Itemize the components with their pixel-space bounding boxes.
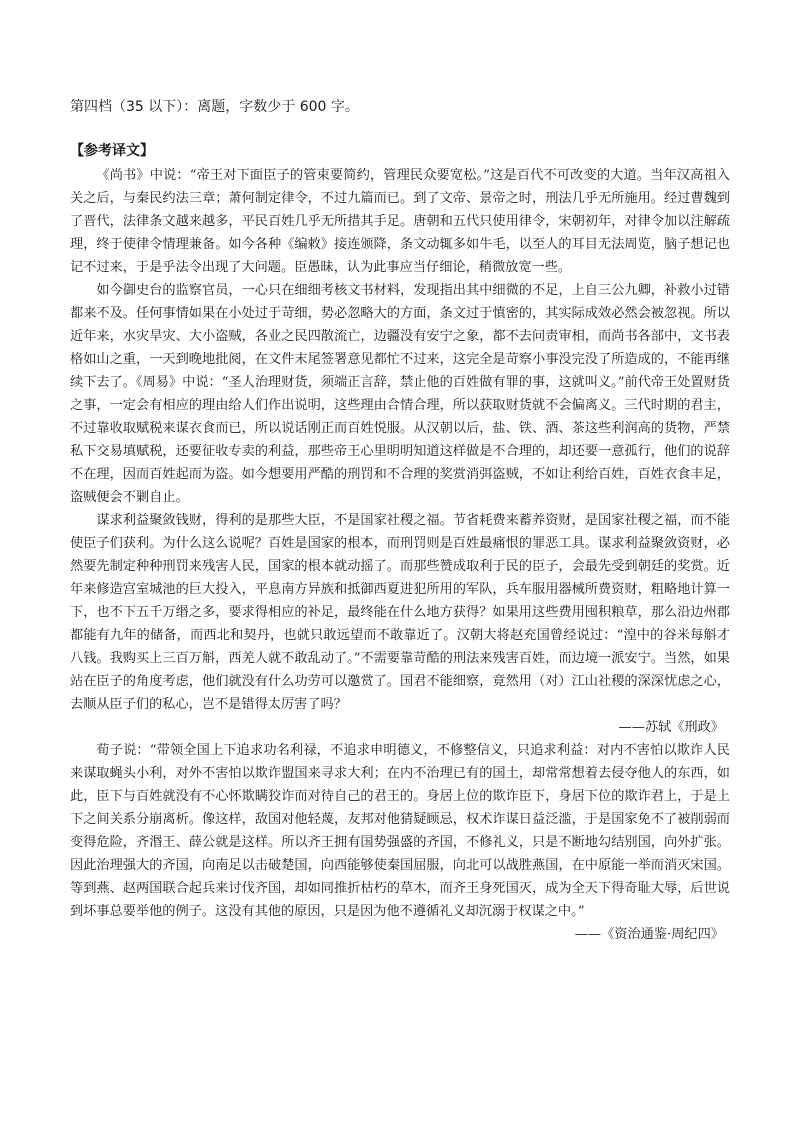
grade-criterion-line: 第四档（35 以下）：离题，字数少于 600 字。	[70, 99, 359, 115]
translation-paragraph-1: 《尚书》中说：“帝王对下面臣子的管束要简约，管理民众要宽松。”这是百代不可改变的大道。当年汉高祖入关之后，与秦民约法三章；萧何制定律令，不过九篇而已。到了文帝、景帝之时，刑法几乎无所施用。经过曹魏到了晋代，法律条文越来越多，平民百姓几乎无所措其手足。唐朝和五代只使用律令，宋朝初年，对律令加以注解疏理，终于使律令情理兼备。如今各种《编敕》接连颁降，条文动辄多如牛毛，以至人的耳目无法周览，脑子想记也记不过来，于是乎法令出现了大问题。臣愚昧，认为此事应当仔细论，稍微放宽一些。	[70, 168, 730, 275]
translation-paragraph-xunzi: 荀子说：“带领全国上下追求功名利禄，不追求申明德义，不修整信义，只追求利益：对内不害怕以欺诈人民来谋取蝇头小利，对外不害怕以欺诈盟国来寻求大利；在内不治理已有的国土，却常常想着去侵夺他人的东西，如此，臣下与百姓就没有不心怀欺瞒狡诈而对待自己的君王的。身居上位的欺诈臣下，身居下位的欺诈君上，于是上下之间关系分崩离析。像这样，敌国对他轻蔑，友邦对他猜疑顾忌，权术诈谋日益泛滥，于是国家免不了被削弱而变得危险，齐湣王、薛公就是这样。所以齐王拥有国势强盛的齐国，不修礼义，只是不断地勾结别国，向外扩张。因此治理强大的齐国，向南足以击破楚国，向西能够使秦国屈服，向北可以战胜燕国，在中原能一举而消灭宋国。等到燕、赵两国联合起兵来讨伐齐国，却如同推折枯朽的草木，而齐王身死国灭，成为全天下得奇耻大辱，后世说到坏事总要举他的例子。这没有其他的原因，只是因为他不遵循礼义却沉溺于权谋之中。”	[70, 743, 730, 919]
translation-paragraph-3: 谋求利益聚敛钱财，得利的是那些大臣，不是国家社稷之福。节省耗费来蓄养资财，是国家社稷之福，而不能使臣子们获利。为什么这么说呢？百姓是国家的根本，而刑罚则是百姓最痛恨的罪恶工具。谋求利益聚敛资财，必然要先制定种种刑罚来残害人民，国家的根本就动摇了。而那些赞成取利于民的臣子，会最先受到朝廷的奖赏。近年来修造宫室城池的巨大投入，平息南方异族和抵御西夏进犯所用的军队，兵车服用器械所费资财，粗略地计算一下，也不下五千万缗之多，要求得相应的补足，最终能在什么地方获得？如果用这些费用囤积粮草，那么沿边州郡都能有九年的储备，而西北和契丹，也就只敢远望而不敢靠近了。汉朝大将赵充国曾经说过：“湟中的谷米每斛才八钱。我购买上三百万斛，西羌人就不敢乱动了。”不需要靠苛酷的刑法来残害百姓，而边境一派安宁。当然，如果站在臣子的角度考虑，他们就没有什么功劳可以邀赏了。国君不能细察，竟然用（对）江山社稷的深深忧虑之心，去顺从臣子们的私心，岂不是错得太厉害了吗？	[70, 513, 730, 712]
document-page	[70, 96, 730, 946]
section-heading: 【参考译文】	[70, 143, 154, 159]
source-attribution-1: ——苏轼《刑政》	[618, 720, 724, 735]
translation-paragraph-2: 如今御史台的监察官员，一心只在细细考核文书材料，发现指出其中细微的不足，上自三公九卿，补救小过错都来不及。任何事情如果在小处过于苛细，势必忽略大的方面，条文过于慎密的，其实际成效必然会被忽视。所以近年来，水灾旱灾、大小盗贼，各业之民四散流亡，边疆没有安宁之象，都不去问责审相，而尚书各部中，文书表格如山之重，一天到晚地批阅，在文件末尾签署意见都忙不过来，这完全是苛察小事没完没了所造成的，不能再继续下去了。《周易》中说：“圣人治理财货，须端正言辞，禁止他的百姓做有罪的事，这就叫义。”前代帝王处置财货之事，一定会有相应的理由给人们作出说明，这些理由合情合理，所以获取财货就不会偏离义。三代时期的君主，不过靠收取赋税来谋衣食而已，所以说话刚正而百姓悦服。从汉朝以后，盐、铁、酒、茶这些利润高的货物，严禁私下交易填赋税，还要征收专卖的利益，那些帝王心里明明知道这样做是不合理的，却还要一意孤行，他们的说辞不在理，因而百姓起而为盗。如今想要用严酷的刑罚和不合理的奖赏消弭盗贼，不如让利给百姓，百姓衣食丰足，盗贼便会不剿自止。	[70, 283, 730, 505]
source-attribution-2: ——《资治通鉴·周纪四》	[574, 927, 724, 942]
